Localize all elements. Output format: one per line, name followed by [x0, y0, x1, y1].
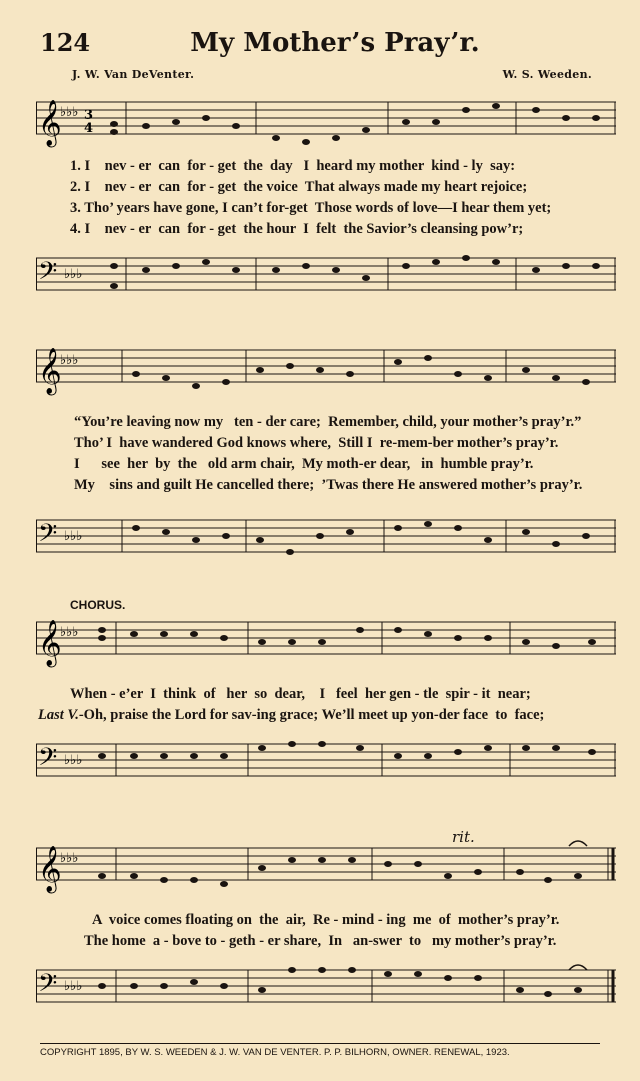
verse-1-line-1: 1. I nev - er can for - get the day I heard my mother kind - ly say: [70, 158, 516, 174]
svg-text:3: 3 [84, 108, 94, 123]
svg-text:♭♭♭: ♭♭♭ [64, 529, 83, 544]
bass-staff-1 [36, 248, 616, 318]
verse-3-line-2: I see her by the old arm chair, My moth-er dear, in humble pray’r. [74, 456, 534, 472]
svg-text:𝄢: 𝄢 [38, 743, 58, 778]
treble-clef-icon: 𝄞 [38, 100, 62, 146]
composer-credit: W. S. Weeden. [502, 68, 592, 81]
treble-staff-2 [36, 340, 616, 410]
svg-text:♭♭♭: ♭♭♭ [60, 353, 79, 368]
hymn-title: My Mother’s Pray’r. [190, 28, 480, 58]
bass-clef-icon: 𝄢 [38, 257, 58, 292]
svg-text:𝄢: 𝄢 [38, 519, 58, 554]
chorus-line-1: When - e’er I think of her so dear, I feel her gen - tle spir - it near; [70, 686, 531, 702]
verse-2-line-1: 2. I nev - er can for - get the voice That always made my heart rejoice; [70, 179, 528, 195]
copyright-notice: COPYRIGHT 1895, BY W. S. WEEDEN & J. W. VAN DE VENTER. P. P. BILHORN, OWNER. RENEWAL, 1923. [40, 1043, 600, 1058]
svg-text:♭♭♭: ♭♭♭ [60, 625, 79, 640]
svg-text:𝄢: 𝄢 [38, 969, 58, 1004]
lyricist-credit: J. W. Van DeVenter. [72, 68, 195, 81]
svg-text:♭♭♭: ♭♭♭ [64, 267, 83, 282]
svg-text:♭♭♭: ♭♭♭ [60, 851, 79, 866]
svg-text:𝄞: 𝄞 [38, 348, 62, 394]
verse-2-line-2: Tho’ I have wandered God knows where, Still I re-mem-ber mother’s pray’r. [74, 435, 559, 451]
chorus-line-3: A voice comes floating on the air, Re - mind - ing me of mother’s pray’r. [92, 912, 560, 928]
verse-4-line-1: 4. I nev - er can for - get the hour I felt the Savior’s cleansing pow’r; [70, 221, 524, 237]
ritardando-marking: rit. [452, 828, 475, 846]
bass-staff-2 [36, 510, 616, 580]
treble-staff-3 [36, 612, 616, 682]
svg-text:♭♭♭: ♭♭♭ [60, 105, 79, 120]
svg-text:𝄞: 𝄞 [38, 846, 62, 892]
bass-staff-3 [36, 734, 616, 804]
last-verse-marker: Last V. [38, 707, 79, 723]
svg-text:♭♭♭: ♭♭♭ [64, 753, 83, 768]
svg-text:𝄞: 𝄞 [38, 620, 62, 666]
chorus-line-2: Last V.-Oh, praise the Lord for sav-ing grace; We’ll meet up yon-der face to face; [38, 707, 545, 723]
verse-3-line-1: 3. Tho’ years have gone, I can’t for-get Those words of love—I hear them yet; [70, 200, 552, 216]
chorus-label: CHORUS. [70, 598, 126, 612]
verse-1-line-2: “You’re leaving now my ten - der care; Remember, child, your mother’s pray’r.” [74, 414, 582, 430]
verse-4-line-2: My sins and guilt He cancelled there; ’Twas there He answered mother’s pray’r. [74, 477, 583, 493]
page-number: 124 [40, 28, 91, 57]
treble-staff-1 [36, 92, 616, 162]
svg-text:4: 4 [84, 121, 94, 136]
chorus-line-4: The home a - bove to - geth - er share, In an-swer to my mother’s pray’r. [84, 933, 557, 949]
svg-text:♭♭♭: ♭♭♭ [64, 979, 83, 994]
treble-staff-4 [36, 838, 616, 908]
bass-staff-4 [36, 960, 616, 1030]
